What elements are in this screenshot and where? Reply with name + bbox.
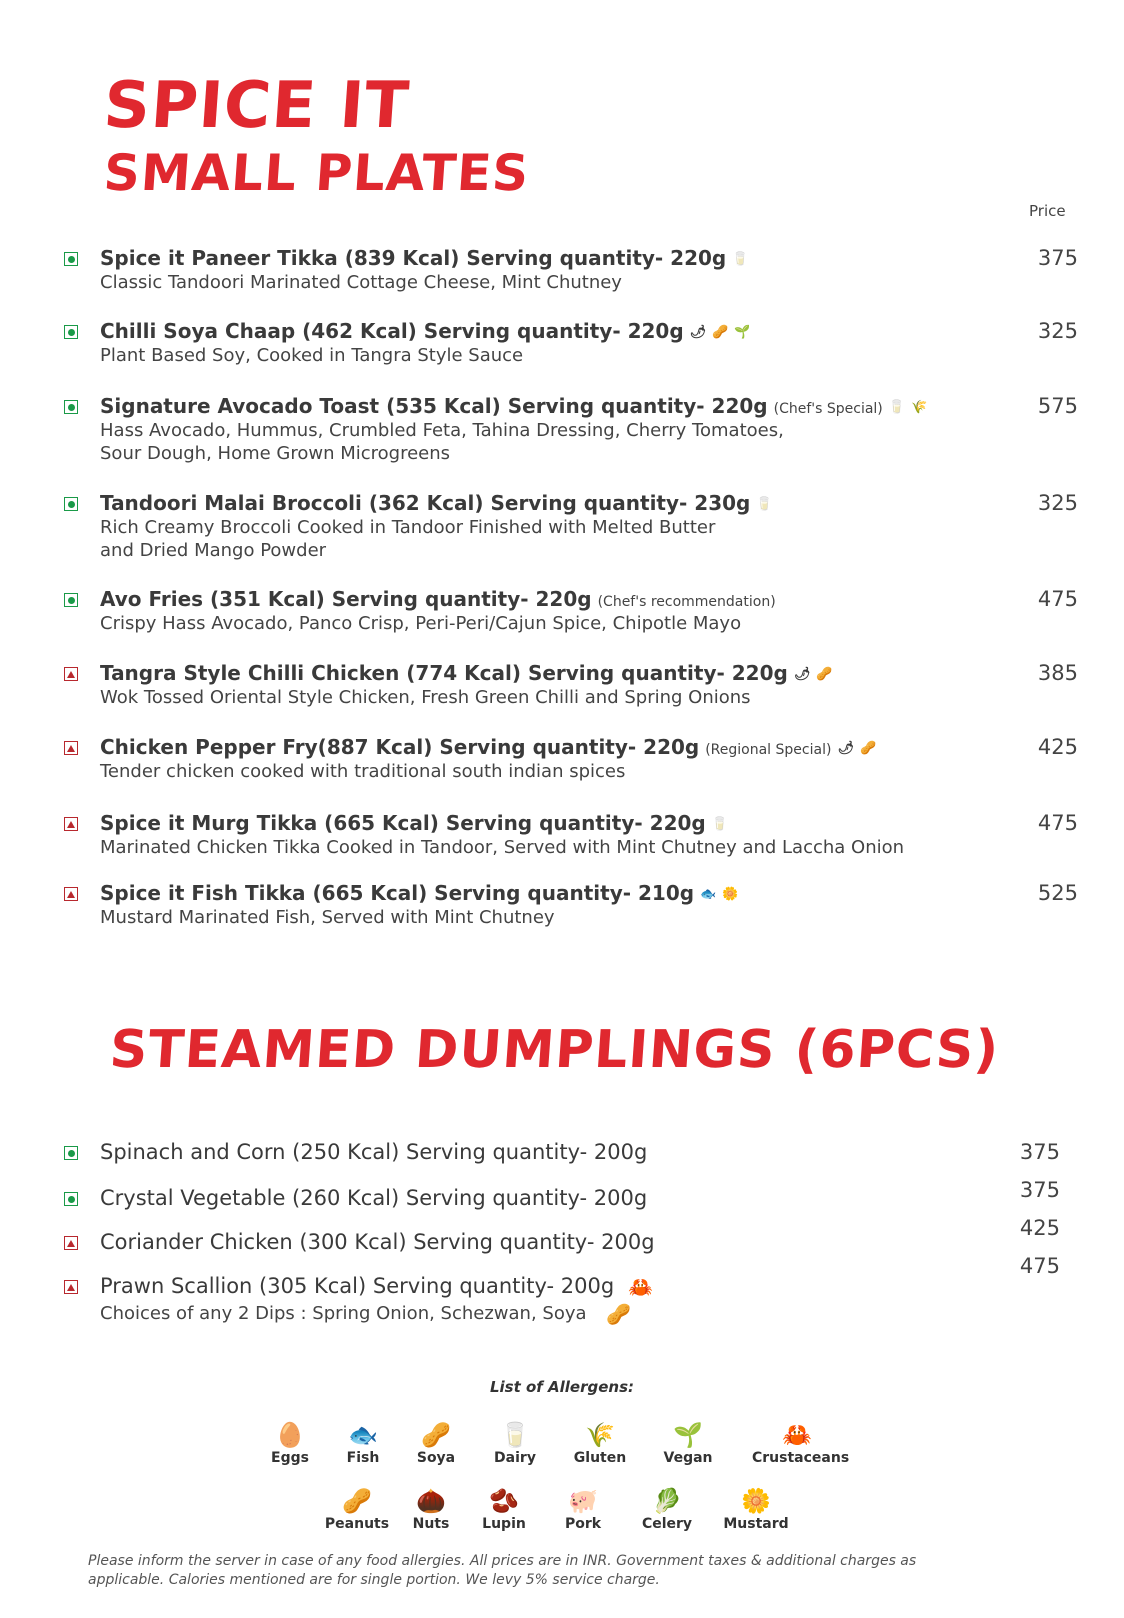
non-veg-triangle [67,745,75,752]
item-name [100,319,751,343]
nuts-icon: 🌰 [416,1487,446,1515]
item-description: Hass Avocado, Hummus, Crumbled Feta, Tahina Dressing, Cherry Tomatoes, Sour Dough, Home Grown Microgreens [100,420,784,464]
allergen-entry [459,1486,549,1532]
dips-note [100,1302,631,1326]
allergens-heading: List of Allergens: [489,1378,635,1396]
non-veg-icon [64,667,78,681]
dumpling-price: 375 [1019,1178,1060,1202]
dairy-icon: 🥛 [711,817,728,832]
allergen-entry [391,1420,481,1466]
item-description: Marinated Chicken Tikka Cooked in Tandoor, Served with Mint Chutney and Laccha Onion [100,837,905,858]
veg-icon [64,325,78,339]
item-description: Tender chicken cooked with traditional south indian spices [100,761,626,782]
dumpling-title: Prawn Scallion (305 Kcal) Serving quantity- 200g [100,1274,615,1298]
veg-dot [68,404,75,411]
item-name [100,735,876,759]
allergen-label: Nuts [412,1516,450,1532]
veg-icon [64,400,78,414]
item-title: Tangra Style Chilli Chicken (774 Kcal) Serving quantity- 220g [100,661,788,685]
veg-icon [64,497,78,511]
item-price: 475 [1037,811,1078,835]
chilli-icon: 🌶 [793,667,811,682]
item-price: 525 [1037,881,1078,905]
allergen-label: Fish [346,1450,380,1466]
allergen-entry [555,1420,645,1466]
veg-icon [64,1192,78,1206]
item-description: Mustard Marinated Fish, Served with Mint Chutney [100,907,555,928]
item-description: Rich Creamy Broccoli Cooked in Tandoor Finished with Melted Butter and Dried Mango Powder [100,517,716,561]
allergen-label: Pork [564,1516,602,1532]
chilli-icon: 🌶 [689,325,707,340]
dumpling-name [100,1274,653,1299]
item-price: 425 [1037,735,1078,759]
veg-dot [68,256,75,263]
vegan-icon: 🌱 [673,1421,703,1449]
dumpling-price: 425 [1019,1216,1060,1240]
price-column-header: Price [1029,202,1066,220]
dumpling-price: 475 [1019,1254,1060,1278]
veg-icon [64,252,78,266]
veg-dot [68,501,75,508]
item-note: (Regional Special) [705,742,832,758]
chilli-icon: 🌶 [837,741,854,756]
veg-dot [68,1196,75,1203]
veg-dot [68,1150,75,1157]
item-title: Spice it Murg Tikka (665 Kcal) Serving quantity- 220g [100,811,706,835]
item-title: Avo Fries (351 Kcal) Serving quantity- 220g [100,587,592,611]
soya-icon: 🥜 [606,1302,632,1326]
dairy-icon: 🥛 [756,497,773,512]
veg-icon [64,593,78,607]
allergen-entry [643,1420,733,1466]
item-price: 575 [1037,394,1078,418]
item-name [100,491,773,515]
allergen-label: Vegan [663,1450,713,1466]
non-veg-triangle [67,891,75,898]
allergen-label: Soya [416,1450,456,1466]
crustaceans-icon: 🦀 [782,1421,812,1449]
soya-icon: 🥜 [421,1421,451,1449]
item-price: 325 [1037,491,1078,515]
item-price: 375 [1037,246,1078,270]
dumpling-price: 375 [1019,1140,1060,1164]
gluten-icon: 🌾 [585,1421,615,1449]
allergen-label: Eggs [271,1450,309,1466]
fish-icon: 🐟 [700,887,717,902]
crustaceans-icon: 🦀 [628,1275,654,1299]
item-price: 475 [1037,587,1078,611]
item-name [100,881,738,905]
eggs-icon: 🥚 [275,1421,305,1449]
non-veg-icon [64,741,78,755]
allergen-entry [752,1420,850,1466]
dumpling-name [100,1140,647,1164]
non-veg-triangle [67,671,75,678]
veg-dot [68,329,75,336]
dumpling-name [100,1186,647,1210]
dumpling-name [100,1230,655,1254]
item-name [100,661,833,685]
item-title: Chicken Pepper Fry(887 Kcal) Serving quantity- 220g [100,735,700,759]
item-name [100,811,728,835]
dumpling-title: Crystal Vegetable (260 Kcal) Serving quantity- 200g [100,1186,648,1210]
veg-icon [64,1146,78,1160]
celery-icon: 🥬 [652,1487,682,1515]
mustard-icon: 🌼 [722,887,739,902]
veg-dot [68,597,75,604]
dips-text: Choices of any 2 Dips : Spring Onion, Schezwan, Soya [100,1303,587,1324]
item-note: (Chef's recommendation) [597,594,776,610]
gluten-icon: 🌾 [910,400,928,415]
item-title: Signature Avocado Toast (535 Kcal) Serving quantity- 220g [100,394,768,418]
allergen-entry [711,1486,801,1532]
item-name [100,587,776,611]
item-price: 325 [1037,319,1078,343]
item-name [100,394,927,418]
soya-icon: 🥜 [816,667,833,682]
dairy-icon: 🥛 [500,1421,530,1449]
allergen-label: Dairy [494,1450,536,1466]
allergen-label: Gluten [573,1450,627,1466]
lupin-icon: 🫘 [489,1487,519,1515]
allergen-label: Peanuts [324,1516,390,1532]
mustard-icon: 🌼 [741,1487,771,1515]
non-veg-icon [64,887,78,901]
item-description: Wok Tossed Oriental Style Chicken, Fresh Green Chilli and Spring Onions [100,687,751,708]
item-title: Spice it Paneer Tikka (839 Kcal) Serving quantity- 220g [100,246,727,270]
soya-icon: 🥜 [712,325,729,340]
non-veg-icon [64,1236,78,1250]
menu-title-line1: SPICE IT [101,69,412,143]
non-veg-icon [64,817,78,831]
item-title: Spice it Fish Tikka (665 Kcal) Serving quantity- 210g [100,881,695,905]
non-veg-icon [64,1280,78,1294]
item-title: Chilli Soya Chaap (462 Kcal) Serving quantity- 220g [100,319,684,343]
dumpling-title: Coriander Chicken (300 Kcal) Serving quantity- 200g [100,1230,655,1254]
non-veg-triangle [67,1284,75,1291]
item-description: Classic Tandoori Marinated Cottage Cheese, Mint Chutney [100,272,622,293]
dumpling-title: Spinach and Corn (250 Kcal) Serving quantity- 200g [100,1140,648,1164]
item-description: Plant Based Soy, Cooked in Tangra Style Sauce [100,345,524,366]
allergen-label: Lupin [482,1516,526,1532]
dumplings-title: STEAMED DUMPLINGS (6PCS) [107,1020,1002,1080]
item-name [100,246,748,270]
footer-disclaimer: Please inform the server in case of any food allergies. All prices are in INR. Government taxes & additional charges as applicable. Calories mentioned are for single portion. We levy 5% service charge. [88,1553,917,1588]
dairy-icon: 🥛 [732,252,749,267]
soya-icon: 🥜 [859,741,877,756]
peanuts-icon: 🥜 [342,1487,372,1515]
allergen-label: Mustard [723,1516,789,1532]
item-title: Tandoori Malai Broccoli (362 Kcal) Serving quantity- 230g [100,491,751,515]
item-note: (Chef's Special) [773,401,883,417]
allergen-entry [622,1486,712,1532]
allergen-entry [538,1486,628,1532]
allergen-label: Crustaceans [752,1450,850,1466]
dairy-icon: 🥛 [888,400,905,415]
non-veg-triangle [67,1240,75,1247]
allergen-entry [470,1420,560,1466]
allergen-label: Celery [641,1516,693,1532]
item-price: 385 [1037,661,1078,685]
menu-title-line2: SMALL PLATES [101,144,532,202]
item-description: Crispy Hass Avocado, Panco Crisp, Peri-Peri/Cajun Spice, Chipotle Mayo [100,613,742,634]
vegan-icon: 🌱 [734,325,751,340]
fish-icon: 🐟 [348,1421,378,1449]
pork-icon: 🐖 [568,1487,598,1515]
non-veg-triangle [67,821,75,828]
